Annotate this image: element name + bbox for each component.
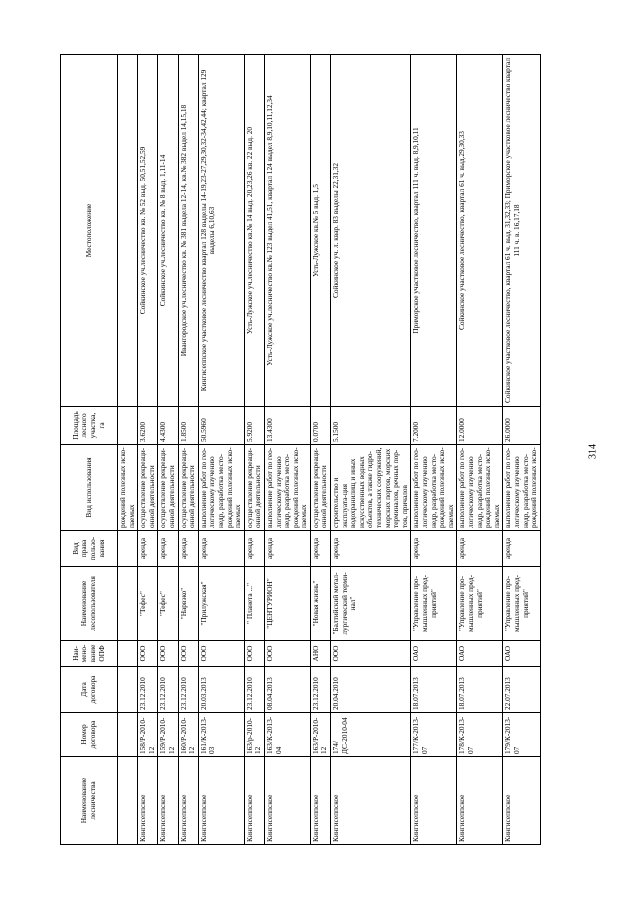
cell-location: Усть-Лужское уч.лесничество кв.№ 14 выд. 20,23,26 кв. 22 выд. 20 [244, 55, 264, 407]
cell-right: аренда [503, 531, 540, 567]
table-row [503, 55, 540, 845]
cell-forestry: Кингисеппское [244, 757, 264, 845]
cell-opf: ООО [331, 641, 411, 667]
cell-date: 18.07.2013 [457, 667, 503, 713]
cell-right: аренда [178, 531, 198, 567]
cell-user: " Планета ..." [244, 567, 264, 641]
cell-number: 178/К-2013-07 [457, 713, 503, 757]
lease-table [60, 54, 541, 845]
header-number: Номер договора [61, 713, 118, 757]
header-opf: Наи-мено-вание ОПФ [61, 641, 118, 667]
cell-user: "Балтийский метал-лургический терми-нал" [331, 567, 411, 641]
cell-use: рождений полезных иско-паемых [118, 445, 138, 531]
cell-location: Усть-Лужское уч.лесничество кв.№ 123 выдел 41,51, квартал 124 выдел 8,9,10,11,12,34 [264, 55, 310, 407]
cell-right: аренда [198, 531, 244, 567]
table-row [178, 55, 198, 845]
cell-date [118, 667, 138, 713]
cell-user: "Прилужская" [198, 567, 244, 641]
cell-forestry: Кингисеппское [331, 757, 411, 845]
cell-date: 08.04.2013 [264, 667, 310, 713]
cell-right: аренда [158, 531, 178, 567]
cell-forestry: Кингисеппское [457, 757, 503, 845]
cell-user: "Управление про-мышленных пред-приятий" [503, 567, 540, 641]
table-row [138, 55, 158, 845]
cell-right: аренда [244, 531, 264, 567]
cell-use: осуществление рекреаци-онной деятельности [158, 445, 178, 531]
header-use: Вид использования [61, 445, 118, 531]
cell-area [118, 407, 138, 445]
cell-use: строительство и эксплуата-ция водохранилищ и иных искусственных водных объектов, а также гидро-технических сооружений, морских портов, морских терминалов, речных пор-тов, причалов [331, 445, 411, 531]
table-body [118, 55, 541, 845]
cell-number: 161/К-2013-03 [198, 713, 244, 757]
table-row [457, 55, 503, 845]
cell-number: 159/Р-2010-12 [158, 713, 178, 757]
cell-forestry [118, 757, 138, 845]
cell-number: 179/К-2013-07 [503, 713, 540, 757]
cell-forestry: Кингисеппское [411, 757, 457, 845]
cell-area: 13.4300 [264, 407, 310, 445]
cell-opf [118, 641, 138, 667]
cell-right: аренда [310, 531, 330, 567]
cell-number: 158/Р-2010-12 [138, 713, 158, 757]
cell-location: Приморское участковое лесничество, квартал 111 ч. выд. 8,9,10,11 [411, 55, 457, 407]
table-row [158, 55, 178, 845]
cell-number: 177/К-2013-07 [411, 713, 457, 757]
cell-forestry: Кингисеппское [178, 757, 198, 845]
cell-date: 23.12.2010 [310, 667, 330, 713]
cell-use: выполнение работ по гео-логическому изучению недр, разработка место-рождений полезных иско- [503, 445, 540, 531]
cell-use: выполнение работ по гео-логическому изучению недр, разработка место-рождений полезных иско-паемых [411, 445, 457, 531]
cell-date: 23.12.2010 [244, 667, 264, 713]
cell-area: 3.6200 [138, 407, 158, 445]
cell-location: Усть-Лужское кв.№ 5 выд. 1,5 [310, 55, 330, 407]
header-forestry: Наименование лесничества [61, 757, 118, 845]
cell-number: 174/ДС-2010-04 [331, 713, 411, 757]
table-header-row [61, 55, 118, 845]
cell-area: 7.2000 [411, 407, 457, 445]
cell-date: 20.03.2013 [198, 667, 244, 713]
cell-use: осуществление рекреаци-онной деятельности [310, 445, 330, 531]
cell-area: 12.0000 [457, 407, 503, 445]
cell-use: выполнение работ по гео-логическому изучению недр, разработка место-рождений полезных иско-паемых [264, 445, 310, 531]
cell-user: "Управление про-мышленных пред-приятий" [457, 567, 503, 641]
cell-area: 1.8500 [178, 407, 198, 445]
cell-right: аренда [411, 531, 457, 567]
cell-location: Ивангородское уч.лесничество кв. № 381 выдела 12-14, кв.№ 382 выдел 14,15,18 [178, 55, 198, 407]
cell-number [118, 713, 138, 757]
cell-location: Кингисеппское участковое лесничество квартал 128 выделы 14-19,23-27,29,30,32-34,42,44; квартал 129 выделы 6,10,63 [198, 55, 244, 407]
cell-user: "Тефес" [158, 567, 178, 641]
table-row [264, 55, 310, 845]
cell-area: 50.5960 [198, 407, 244, 445]
cell-opf: ООО [244, 641, 264, 667]
cell-number: 163/Р-2010-12 [310, 713, 330, 757]
table-row [310, 55, 330, 845]
cell-opf: ООО [178, 641, 198, 667]
cell-date: 20.04.2010 [331, 667, 411, 713]
header-user: Наименование лесопользователя [61, 567, 118, 641]
cell-area: 4.4300 [158, 407, 178, 445]
header-area: Площадь лесного участка, га [61, 407, 118, 445]
cell-forestry: Кингисеппское [264, 757, 310, 845]
cell-opf: ОАО [503, 641, 540, 667]
cell-forestry: Кингисеппское [198, 757, 244, 845]
cell-location: Сойкинское участковое лесничество, квартал 61 ч. выд.29,30,33 [457, 55, 503, 407]
cell-area: 26.0000 [503, 407, 540, 445]
table-row [118, 55, 138, 845]
cell-opf: ООО [138, 641, 158, 667]
cell-date: 22.07.2013 [503, 667, 540, 713]
table-row [198, 55, 244, 845]
cell-use: осуществление рекреаци-онной деятельности [138, 445, 158, 531]
cell-right [118, 531, 138, 567]
cell-area: 5.9200 [244, 407, 264, 445]
cell-user: "Тефес" [138, 567, 158, 641]
cell-date: 18.07.2013 [411, 667, 457, 713]
cell-number: 163/р-2010-12 [244, 713, 264, 757]
page-number: 314 [587, 444, 599, 459]
cell-opf: ООО [158, 641, 178, 667]
cell-opf: АНО [310, 641, 330, 667]
cell-user: "Новая жизнь" [310, 567, 330, 641]
cell-location [118, 55, 138, 407]
cell-opf: ОАО [457, 641, 503, 667]
cell-use: выполнение работ по гео-логическому изучению недр, разработка место-рождений полезных иско-паемых [457, 445, 503, 531]
cell-use: осуществление рекреаци-онной деятельности [178, 445, 198, 531]
table-row [411, 55, 457, 845]
cell-area: 0.0700 [310, 407, 330, 445]
table-row [244, 55, 264, 845]
cell-right: аренда [331, 531, 411, 567]
cell-number: 163/К-2013-04 [264, 713, 310, 757]
cell-right: аренда [264, 531, 310, 567]
cell-user: "Нарвэко" [178, 567, 198, 641]
rotated-table-sheet [60, 55, 590, 845]
table-row [331, 55, 411, 845]
header-location: Местоположение [61, 55, 118, 407]
cell-user: "ЦЕНТУРИОН" [264, 567, 310, 641]
header-right: Вид права пользо-вания [61, 531, 118, 567]
header-date: Дата договора [61, 667, 118, 713]
cell-location: Сойкинское участковое лесничество, квартал 61 ч. выд. 31,32,33; Приморское участковое лесничество квартал 111 ч. в. 16,17,18 [503, 55, 540, 407]
cell-forestry: Кингисеппское [158, 757, 178, 845]
cell-right: аренда [138, 531, 158, 567]
cell-user [118, 567, 138, 641]
cell-location: Сойкинское уч. л. квар. 83 выделы 22,31,32 [331, 55, 411, 407]
cell-opf: ООО [198, 641, 244, 667]
cell-forestry: Кингисеппское [503, 757, 540, 845]
cell-location: Сойкинское уч.лесничество кв. № 8 выд. 1,11-14 [158, 55, 178, 407]
cell-forestry: Кингисеппское [138, 757, 158, 845]
cell-right: аренда [457, 531, 503, 567]
cell-date: 23.12.2010 [138, 667, 158, 713]
cell-use: осуществление рекреаци-онной деятельности [244, 445, 264, 531]
cell-opf: ОАО [411, 641, 457, 667]
cell-user: "Управление про-мышленных пред-приятий" [411, 567, 457, 641]
cell-use: выполнение работ по гео-логическому изучению недр, разработка место-рождений полезных иско-паемых [198, 445, 244, 531]
cell-location: Сойкинское уч.лесничество кв. № 52 выд. 50,51,52,59 [138, 55, 158, 407]
cell-area: 5.1500 [331, 407, 411, 445]
cell-date: 23.12.2010 [158, 667, 178, 713]
cell-number: 160/Р-2010-12 [178, 713, 198, 757]
cell-forestry: Кингисеппское [310, 757, 330, 845]
cell-opf: ООО [264, 641, 310, 667]
cell-date: 23.12.2010 [178, 667, 198, 713]
